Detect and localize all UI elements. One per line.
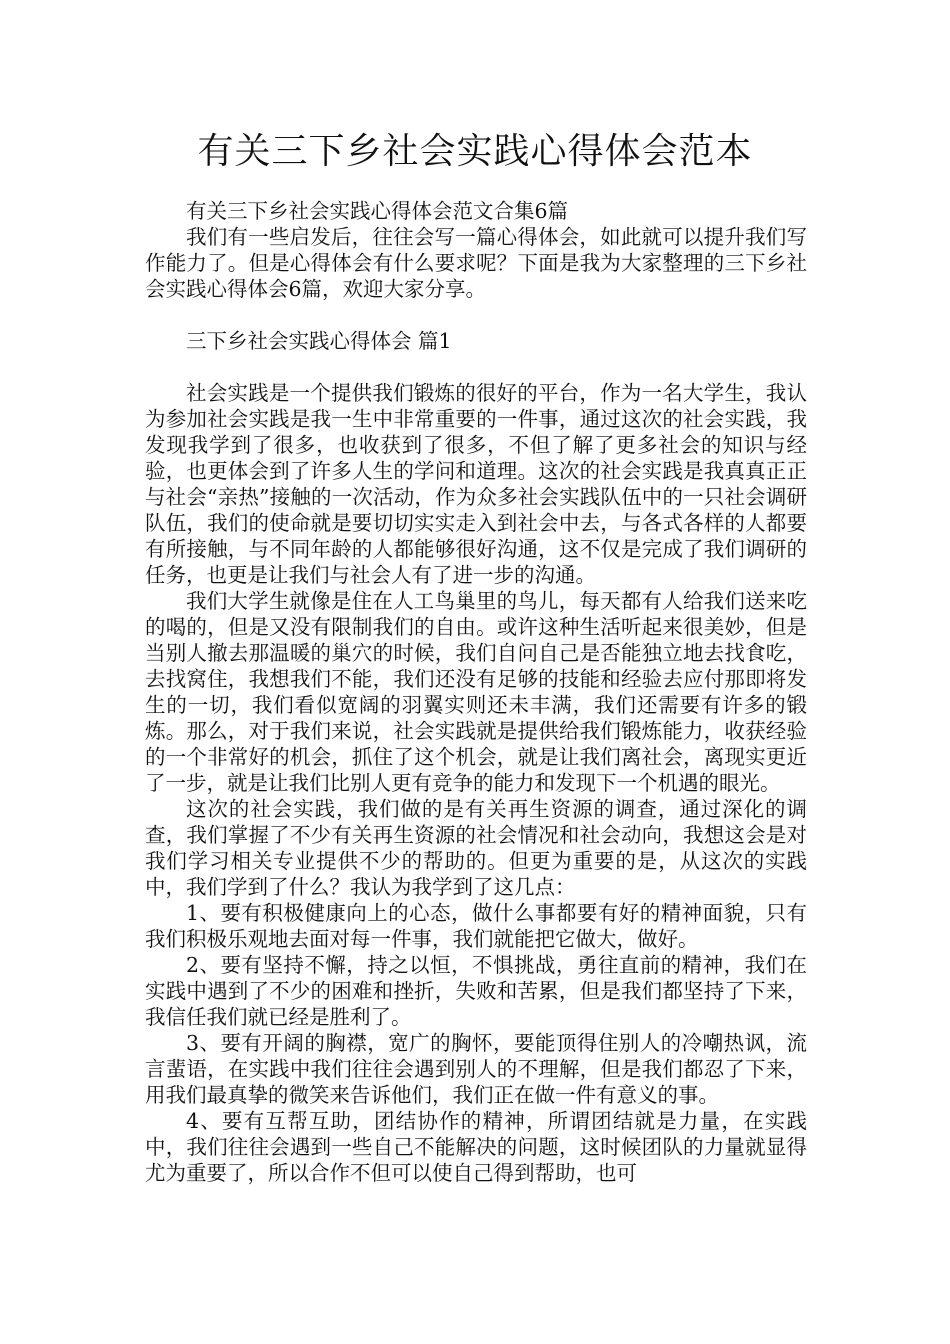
intro-paragraph: 我们有一些启发后，往往会写一篇心得体会，如此就可以提升我们写作能力了。但是心得体会有什么要求呢？下面是我为大家整理的三下乡社会实践心得体会6篇，欢迎大家分享。 [145,225,807,301]
spacer [145,302,807,328]
body-paragraph: 这次的社会实践，我们做的是有关再生资源的调查，通过深化的调查，我们掌握了不少有关再生资源的社会情况和社会动向，我想这会是对我们学习相关专业提供不少的帮助的。但更为重要的是，从这次的实践中，我们学到了什么？我认为我学到了这几点： [145,797,807,899]
list-item: 1、要有积极健康向上的心态，做什么事都要有好的精神面貌，只有我们积极乐观地去面对每一件事，我们就能把它做大，做好。 [145,901,807,951]
body-paragraph: 社会实践是一个提供我们锻炼的很好的平台，作为一名大学生，我认为参加社会实践是我一生中非常重要的一件事，通过这次的社会实践，我发现我学到了很多，也收获到了很多，不但了解了更多社会的知识与经验，也更体会到了许多人生的学问和道理。这次的社会实践是我真真正正与社会“亲热”接触的一次活动，作为众多社会实践队伍中的一只社会调研队伍，我们的使命就是要切切实实走入到社会中去，与各式各样的人都要有所接触，与不同年龄的人都能够很好沟通，这不仅是完成了我们调研的任务，也更是让我们与社会人有了进一步的沟通。 [145,381,807,587]
list-item: 2、要有坚持不懈，持之以恒，不惧挑战，勇往直前的精神，我们在实践中遇到了不少的困难和挫折，失败和苦累，但是我们都坚持了下来，我信任我们就已经是胜利了。 [145,953,807,1029]
list-item: 4、要有互帮互助，团结协作的精神，所谓团结就是力量，在实践中，我们往往会遇到一些自己不能解决的问题，这时候团队的力量就显得尤为重要了，所以合作不但可以使自己得到帮助，也可 [145,1109,807,1185]
list-item: 3、要有开阔的胸襟，宽广的胸怀，要能顶得住别人的冷嘲热讽，流言蜚语，在实践中我们往往会遇到别人的不理解，但是我们都忍了下来，用我们最真挚的微笑来告诉他们，我们正在做一件有意义的事。 [145,1031,807,1107]
section-heading: 三下乡社会实践心得体会 篇1 [186,329,452,353]
body-paragraph: 我们大学生就像是住在人工鸟巢里的鸟儿，每天都有人给我们送来吃的喝的，但是又没有限制我们的自由。或许这种生活听起来很美妙，但是当别人撤去那温暖的巢穴的时候，我们自问自己是否能独立地去找食吃，去找窝住，我想我们不能，我们还没有足够的技能和经验去应付那即将发生的一切，我们看似宽阔的羽翼实则还未丰满，我们还需要有许多的锻炼。那么，对于我们来说，社会实践就是提供给我们锻炼能力，收获经验的一个非常好的机会，抓住了这个机会，就是让我们离社会，离现实更近了一步，就是让我们比别人更有竞争的能力和发现下一个机遇的眼光。 [145,589,807,795]
document-body [145,198,807,1186]
document-title: 有关三下乡社会实践心得体会范本 [197,131,753,172]
spacer [145,354,807,380]
document-subtitle: 有关三下乡社会实践心得体会范文合集6篇 [186,199,569,223]
